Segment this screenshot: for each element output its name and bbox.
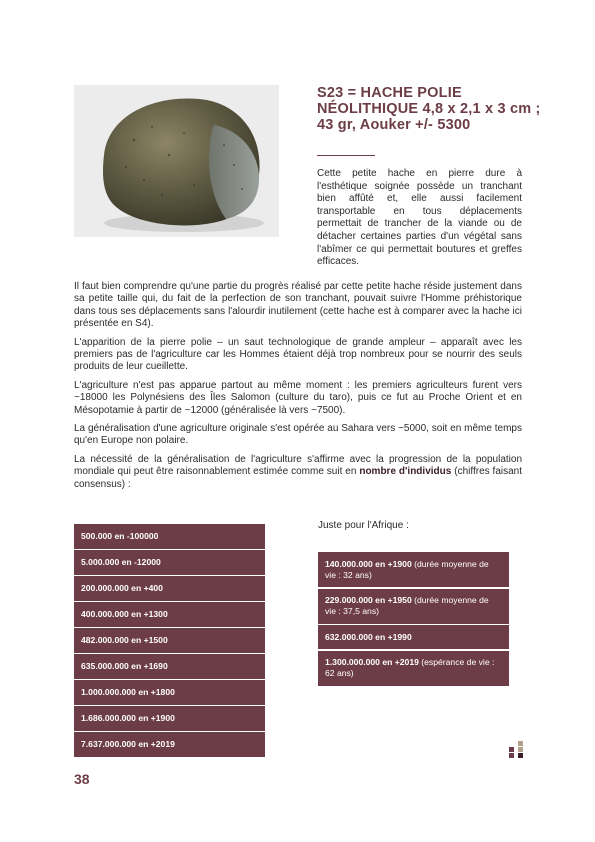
paragraph-population — [74, 454, 522, 491]
row-value: 1.000.000.000 en +1800 — [81, 686, 175, 697]
page-number: 38 — [74, 771, 90, 787]
table-row — [74, 550, 265, 575]
paragraph-size: Il faut bien comprendre qu'une partie du progrès réalisé par cette petite hache réside justement dans sa petite taille qui, du fait de la perfection de son tranchant, pouvait suivre l'Homme préhistorique dans tous ses déplacements sans l'alourdir inutilement (cette hache est à comparer avec la hache ici présentée en S4). — [74, 281, 522, 330]
row-value: 5.000.000 en -12000 — [81, 556, 161, 567]
axe-photo — [74, 85, 279, 237]
paragraph-polished-stone: L'apparition de la pierre polie – un saut technologique de grande ampleur – apparaît avec les premiers pas de l'agriculture car les Hommes étaient déjà trop nombreux pour se nourrir des seuls produits de leur cueillette. — [74, 336, 522, 373]
table-row — [318, 589, 509, 624]
population-tail: (chiffres faisant consensus) : — [74, 466, 523, 490]
row-note: (espérance de vie : 62 ans) — [325, 657, 495, 678]
table-row — [74, 680, 265, 705]
table-row — [74, 628, 265, 653]
africa-label: Juste pour l'Afrique : — [318, 520, 409, 531]
africa-population-table — [318, 552, 509, 687]
row-value: 229.000.000 en +1950 — [325, 595, 412, 605]
table-row — [74, 706, 265, 731]
row-value: 140.000.000 en +1900 — [325, 558, 412, 569]
population-text: La nécessité de la généralisation de l'agriculture s'affirme avec la progression de la population mondiale qui peut être raisonnablement estimée comme suit en — [74, 453, 522, 478]
row-note: (durée moyenne de vie : 32 ans) — [325, 558, 489, 580]
body-text — [74, 281, 522, 497]
stone-axe-icon — [74, 85, 279, 237]
row-value: 1.686.000.000 en +1900 — [81, 712, 175, 723]
title-divider — [317, 155, 375, 156]
world-population-table — [74, 524, 265, 758]
row-value: 7.637.000.000 en +2019 — [81, 738, 175, 749]
row-content — [325, 559, 502, 581]
table-row — [318, 651, 509, 686]
artifact-title: S23 = HACHE POLIE NÉOLITHIQUE 4,8 x 2,1 x 3 cm ; 43 gr, Aouker +/- 5300 — [317, 85, 541, 133]
table-row — [318, 625, 509, 649]
population-bold: nombre d'individus — [359, 466, 452, 478]
row-value: 482.000.000 en +1500 — [81, 634, 168, 645]
row-value: 400.000.000 en +1300 — [81, 608, 168, 619]
paragraph-sahara: La généralisation d'une agriculture originale s'est opérée au Sahara vers ~5000, soit en même temps qu'en Europe non polaire. — [74, 423, 522, 447]
table-row — [74, 654, 265, 679]
row-value: 500.000 en -100000 — [81, 530, 159, 541]
row-content — [325, 595, 502, 617]
table-row — [74, 732, 265, 757]
row-value: 1.300.000.000 en +2019 — [325, 657, 419, 667]
table-row — [318, 552, 509, 587]
paragraph-agriculture: L'agriculture n'est pas apparue partout au même moment : les premiers agriculteurs furent vers ~18000 les Polynésiens des Îles Salomon (culture du taro), puis ce fut au Proche Orient et en Mésopotamie à partir de ~12000 (généralisée là vers ~7500). — [74, 379, 522, 416]
row-value: 632.000.000 en +1990 — [325, 631, 412, 642]
row-content — [325, 632, 412, 643]
table-row — [74, 576, 265, 601]
table-row — [74, 524, 265, 549]
row-note: (durée moyenne de vie : 37,5 ans) — [325, 595, 489, 616]
table-row — [74, 602, 265, 627]
decorative-squares-icon — [509, 741, 523, 758]
intro-paragraph: Cette petite hache en pierre dure à l'esthétique soignée possède un tranchant bien affûté et, elle aussi facilement transportable en tous déplacements permettait de trancher de la viande ou de détacher certaines parties d'un végétal sans l'abîmer ce qui permettait boutures et greffes efficaces. — [317, 168, 522, 268]
row-value: 635.000.000 en +1690 — [81, 660, 168, 671]
row-value: 200.000.000 en +400 — [81, 582, 163, 593]
row-content — [325, 657, 502, 679]
